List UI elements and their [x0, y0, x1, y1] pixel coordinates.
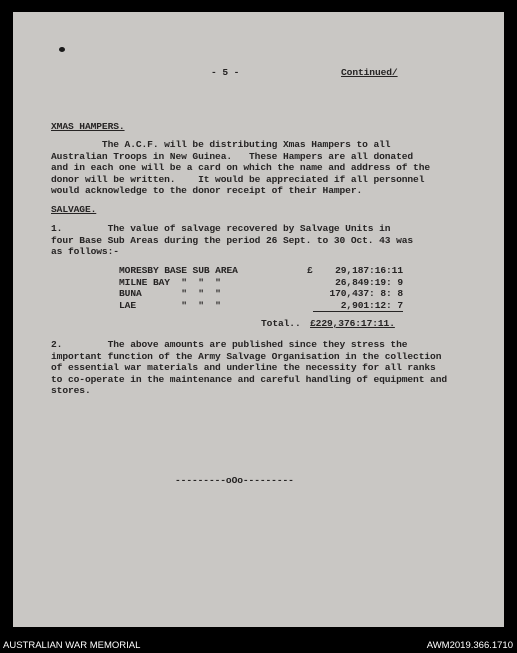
footer-left: AUSTRALIAN WAR MEMORIAL: [3, 640, 141, 651]
salvage-paragraph-2: [51, 339, 447, 397]
text-line: to co-operate in the maintenance and careful handling of equipment and: [51, 373, 448, 385]
currency-cell: £: [307, 265, 313, 276]
amount-cell: 170,437: 8: 8: [329, 288, 403, 299]
text-line: would acknowledge to the donor receipt of their Hamper.: [51, 185, 363, 196]
end-mark: ---------oOo---------: [175, 475, 294, 486]
text-line: 2. The above amounts are published since they stress the: [51, 339, 408, 350]
salvage-heading: SALVAGE.: [51, 204, 97, 215]
page-number: - 5 -: [211, 67, 240, 78]
area-cell: LAE " " ": [119, 299, 221, 311]
amount-cell: 26,849:19: 9: [335, 276, 403, 288]
table-row: [119, 265, 409, 277]
text-line: Australian Troops in New Guinea. These Hampers are all donated: [51, 150, 414, 162]
xmas-heading: XMAS HAMPERS.: [51, 121, 125, 132]
total-value: £229,376:17:11.: [310, 318, 395, 329]
total-label: Total..: [261, 318, 301, 329]
text-line: 1. The value of salvage recovered by Salvage Units in: [51, 223, 391, 234]
text-line: four Base Sub Areas during the period 26 Sept. to 30 Oct. 43 was: [51, 234, 414, 246]
text-line: donor will be written. It would be appreciated if all personnel: [51, 173, 425, 185]
xmas-paragraph: [51, 139, 430, 197]
table-row: [119, 300, 409, 312]
sum-rule: [313, 311, 403, 312]
table-row: [119, 288, 409, 300]
area-cell: MORESBY BASE SUB AREA: [119, 265, 238, 276]
area-cell: MILNE BAY " " ": [119, 276, 221, 288]
salvage-paragraph-1: [51, 223, 413, 258]
text-line: The A.C.F. will be distributing Xmas Hampers to all: [51, 139, 391, 150]
amount-cell: 2,901:12: 7: [340, 299, 403, 311]
text-line: as follows:-: [51, 246, 119, 257]
document-page: [13, 12, 504, 627]
table-row: [119, 277, 409, 289]
amount-cell: 29,187:16:11: [335, 265, 403, 276]
area-cell: BUNA " " ": [119, 288, 221, 299]
text-line: and in each one will be a card on which the name and address of the: [51, 162, 431, 173]
continued-label: Continued/: [341, 67, 398, 78]
footer-right: AWM2019.366.1710: [426, 640, 513, 651]
ink-spot: [59, 47, 65, 52]
text-line: stores.: [51, 385, 91, 396]
text-line: important function of the Army Salvage Organisation in the collection: [51, 350, 442, 362]
salvage-table: [119, 265, 409, 311]
text-line: of essential war materials and underline the necessity for all ranks: [51, 362, 436, 373]
